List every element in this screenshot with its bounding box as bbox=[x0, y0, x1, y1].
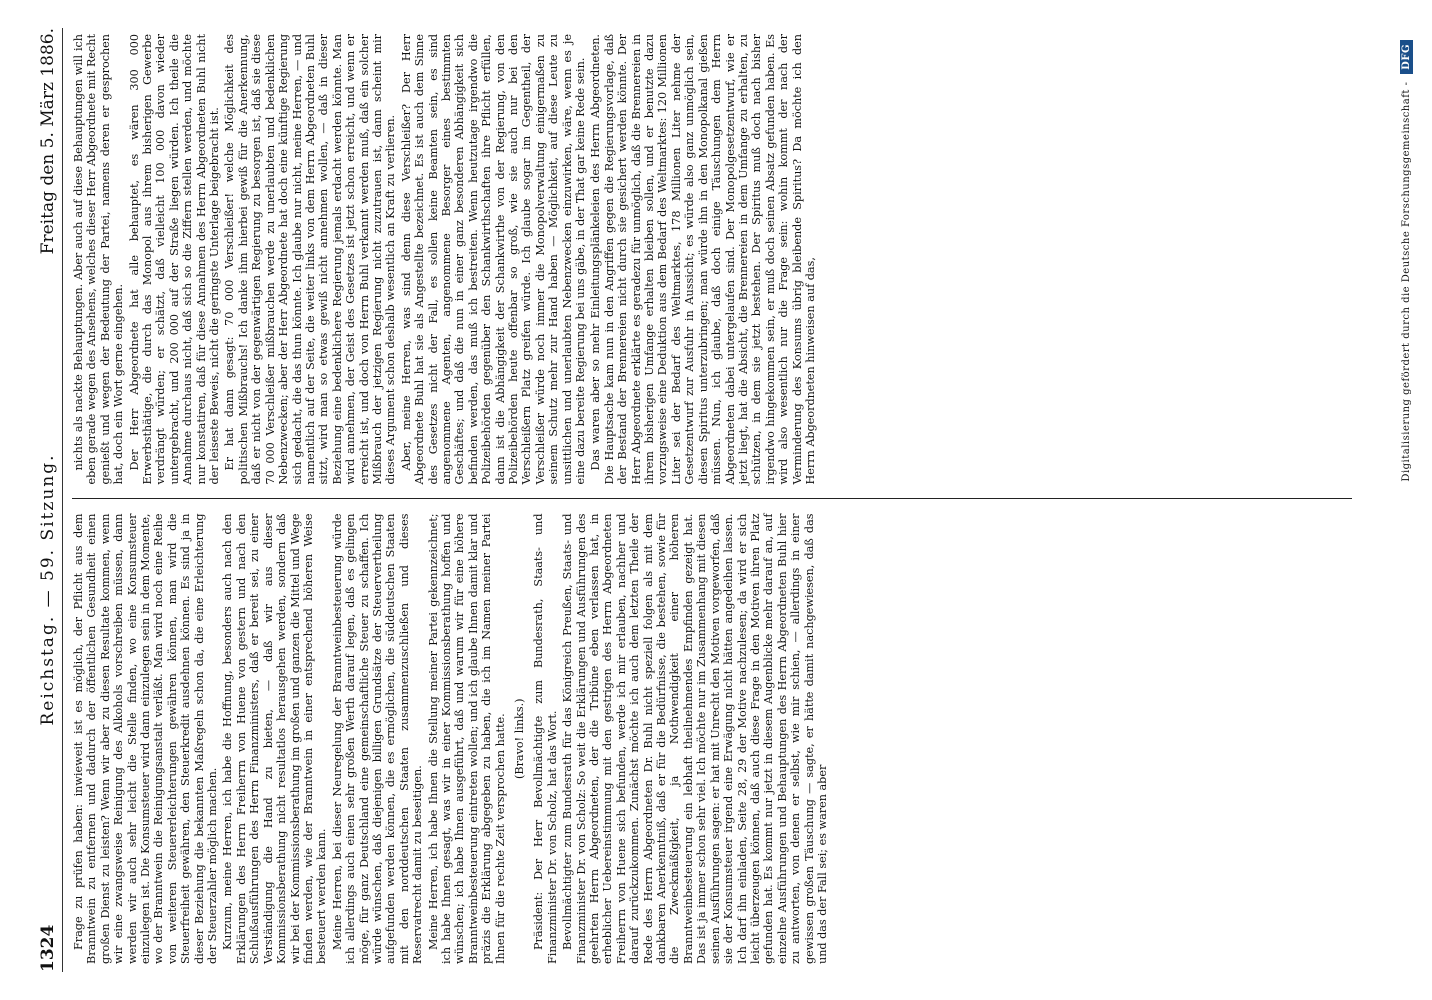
paragraph: nichts als nackte Behauptungen. Aber auch auf diese Behauptungen will ich eben gerade wegen des Ansehens, welches dieser Herr Abgeordnete mit Recht genießt und wegen der Bedeutung der Partei, namens deren er gesprochen hat, doch ein Wort gerne eingehen. bbox=[72, 34, 126, 485]
left-column bbox=[72, 500, 1352, 979]
digitization-credit bbox=[1400, 40, 1422, 960]
paragraph: Er hat dann gesagt: 70 000 Verschleißer! welche Möglichkeit des politischen Mißbrauchs! Ich danke ihm hierbei gewiß für die Anerkennung, daß er nicht von der gegenwärtigen Regierung zu besorgen ist, daß sie diese 70 000 Verschleißer mißbrauchen werde zu unerlaubten und bedenklichen Nebenzwecken; aber der Herr Abgeordnete hat doch eine künftige Regierung sich gedacht, die das thun könnte. Ich glaube nur nicht, meine Herren, — und namentlich auf der Seite, die weiter links von dem Herrn Abgeordneten Buhl sitzt, wird man so etwas gewiß nicht annehmen wollen, — daß in dieser Beziehung eine bedenklichere Regierung jemals erdacht werden könnte. Man wird annehmen, der Geist des Gesetzes ist jetzt schon erreicht, und wenn er erreicht ist, und doch von Herrn Buhl verkannt werden muß, daß ein solcher Mißbrauch der jetzigen Regierung nicht zuzutrauen ist, dann scheint mir dieses Argument schon deshalb wesentlich an Kraft zu verlieren. bbox=[223, 34, 398, 485]
session-date: Freitag den 5. März 1886. bbox=[38, 28, 58, 255]
paragraph: Aber, meine Herren, was sind denn diese Verschleißer? Der Herr Abgeordnete Buhl hat sie als Angestellte bezeichnet. Es ist auch dem Sinne des Gesetzes nicht der Fall, es sollen keine Beamten sein, es sind angenommene Agenten, angenommene Besorger eines bestimmten Geschäftes; und daß die nun in einer ganz besonderen Abhängigkeit sich befinden werden, das muß ich bestreiten. Wenn heutzutage irgendwo die Polizeibehörden gegenüber den Schankwirthschaften ihre Pflicht erfüllen, dann ist die Abhängigkeit der Schankwirthe von der Regierung, von den Polizeibehörden heute offenbar so groß, wie sie auch nur bei den Verschleißern Platz greifen würde. Ich glaube sogar im Gegentheil, der Verschleißer würde noch immer die Monopolverwaltung einigermaßen zu seinem Schutz mehr zur Hand haben — Möglichkeit, auf diese Leute zu unsittlichen und unerlaubten Nebenzwecken einzuwirken, wäre, wenn es je eine dazu bereite Regierung bei uns gäbe, in der That gar keine Rede sein. bbox=[399, 34, 588, 485]
right-column bbox=[72, 20, 1352, 499]
paragraph: Meine Herren, ich habe Ihnen die Stellung meiner Partei gekennzeichnet; ich habe Ihnen gesagt, was wir in einer Kommissionsberathung hoffen und wünschen; ich habe Ihnen ausgeführt, daß und warum wir für eine höhere Branntweinbesteuerung eintreten wollen; und ich glaube Ihnen damit klar und präzis die Erklärung abgegeben zu haben, die ich im Namen meiner Partei Ihnen für die rechte Zeit versprochen hatte. bbox=[426, 513, 507, 964]
paragraph: Meine Herren, bei dieser Neuregelung der Branntweinbesteuerung würde ich allerdings auch einen sehr großen Werth darauf legen, daß es gelingen möge, für ganz Deutschland eine gemeinschaftliche Steuer zu schaffen. Ich würde wünschen, daß diejenigen billigen Grundsätze der Steuervertheilung aufgefunden werden können, die es ermöglichen, die süddeutschen Staaten mit den norddeutschen Staaten zusammenzuschließen und dieses Reservatrecht damit zu beseitigen. bbox=[330, 513, 425, 964]
speech-paragraph: Bevollmächtigter zum Bundesrath für das Königreich Preußen, Staats- und Finanzminister Dr. von Scholz: So weit die Erklärungen und Ausführungen des geehrten Herrn Abgeordneten, der die Tribüne eben verlassen hat, in erheblicher Uebereinstimmung mit den gestrigen des Herrn Abgeordneten Freiherrn von Huene sich befunden, werde ich mir erlauben, nachher und darauf zurückzukommen. Zunächst möchte ich auch dem letzten Theile der Rede des Herrn Abgeordneten Dr. Buhl nicht speziell folgen als mit dem dankbaren Anerkenntniß, daß er für die Bedürfnisse, die bestehen, sowie für die Zweckmäßigkeit, ja Nothwendigkeit einer höheren Branntweinbesteuerung ein lebhaft theilnehmendes Empfinden gezeigt hat. Das ist ja immer schon sehr viel. Ich möchte nur im Zusammenhang mit diesen seinen Ausführungen sagen: er hat mit Unrecht den Motiven vorgeworfen, daß sie der Konsumsteuer irgend eine Erwägung nicht hätten angedeihen lassen. Ich darf ihn einladen, Seite 28, 29 der Motive nachzulesen; da wird er sich leicht überzeugen können, daß auch diese Frage in den Motiven ihren Platz gefunden hat. Es kommt nur jetzt in diesem Augenblicke mehr darauf an, auf einzelne Ausführungen und Behauptungen des Herrn Abgeordneten Buhl hier zu antworten, von denen er selbst, wie mir schien, — allerdings in einer gewissen großen Täuschung — sagte, er hätte damit nachgewiesen, daß das und das der Fall sei; es waren aber bbox=[561, 513, 829, 964]
applause-note: (Bravo! links.) bbox=[513, 698, 526, 780]
paragraph: Kurzum, meine Herren, ich habe die Hoffnung, besonders auch nach den Erklärungen des Herrn Freiherrn von Huene von gestern und nach den Schlußausführungen des Herrn Finanzministers, daß er bereit sei, zu einer Verständigung die Hand zu bieten, — daß wir aus dieser Kommissionsberathung nicht resultatlos herausgehen werden, sondern daß wir bei der Kommissionsberathung im großen und ganzen die Mittel und Wege finden werden, wie der Branntwein in einer entsprechend höheren Weise besteuert werden kann. bbox=[221, 513, 329, 964]
paragraph: Frage zu prüfen haben: inwieweit ist es möglich, der Pflicht aus dem Branntwein zu entfernen und dadurch der öffentlichen Gesundheit einen großen Dienst zu leisten? Wenn wir aber zu diesen Resultate kommen, wenn wir eine zwangsweise Reinigung des Alkohols vorschreiben müssen, dann werden wir auch sehr leicht die Stelle finden, wo eine Konsumsteuer einzulegen ist. Die Konsumsteuer wird dann einzulegen sein in dem Momente, wo der Branntwein die Reinigungsanstalt verläßt. Man wird noch eine Reihe von weiteren Steuererleichterungen gewähren können, man wird die Steuerfreiheit gewähren, den Steuerkredit ausdehnen können. Es sind ja in dieser Beziehung die bekannten Maßregeln schon da, die eine Erleichterung der Steuerzahler möglich machen. bbox=[72, 513, 220, 964]
session-title: Reichstag. — 59. Sitzung. bbox=[38, 453, 58, 726]
dfg-logo: DFG bbox=[1400, 40, 1413, 74]
page-number: 1324 bbox=[38, 924, 58, 972]
credit-text: Digitalisierung gefördert durch die Deutsche Forschungsgemeinschaft - bbox=[1401, 81, 1412, 482]
president-statement: Präsident: Der Herr Bevollmächtigte zum Bundesrath, Staats- und Finanzminister Dr. von Scholz, hat das Wort. bbox=[532, 513, 559, 964]
text-columns bbox=[72, 20, 1352, 978]
paragraph: Das waren aber so mehr Einleitungsplänkeleien des Herrn Abgeordneten. Die Hauptsache kam nun in den Angriffen gegen die Regierungsvorlage, daß der Bestand der Brennereien nicht durch sie gesichert werden könnte. Der Herr Abgeordnete erklärte es geradezu für unmöglich, daß die Brennereien in ihrem bisherigen Umfange erhalten bleiben sollen, und er benutzte dazu vorzugsweise eine Deduktion aus dem Bedarf des Weltmarktes: 120 Millionen Liter sei der Bedarf des Weltmarktes, 178 Millionen Liter nehme der Gesetzentwurf zur Ausfuhr in Aussicht; es würde also ganz unmöglich sein, diesen Spiritus unterzubringen; man würde ihn in den Monopolkanal gießen müssen. Nun, ich glaube, daß doch einige Täuschungen dem Herrn Abgeordneten dabei untergelaufen sind. Der Monopolgesetzentwurf, wie er jetzt liegt, hat die Absicht, die Brennereien in dem Umfange zu erhalten, zu schützen, in dem sie jetzt bestehen. Der Spiritus muß doch nach bisher irgendwo hingekommen sein, er muß doch seinen Absatz gefunden haben. Es wird also wesentlich nur die Frage sein: wohin kommt der nach der Verminderung des Konsums übrig bleibende Spiritus? Da möchte ich den Herrn Abgeordneten hinweisen auf das, bbox=[589, 34, 817, 485]
paragraph: Der Herr Abgeordnete hat alle behauptet, es wären 300 000 Erwerbsthätige, die durch das Monopol aus ihrem bisherigen Gewerbe verdrängt würden; er schätzt, daß vielleicht 100 000 davon wieder untergebracht, und 200 000 auf der Straße liegen würden. Ich theile die Annahme durchaus nicht, daß sich so die Ziffern stellen werden, und möchte nur konstatiren, daß für diese Annahmen des Herrn Abgeordneten Buhl nicht der leiseste Beweis, nicht die geringste Unterlage beigebracht ist. bbox=[127, 34, 222, 485]
column-divider bbox=[72, 499, 1352, 500]
page-header bbox=[34, 28, 63, 972]
